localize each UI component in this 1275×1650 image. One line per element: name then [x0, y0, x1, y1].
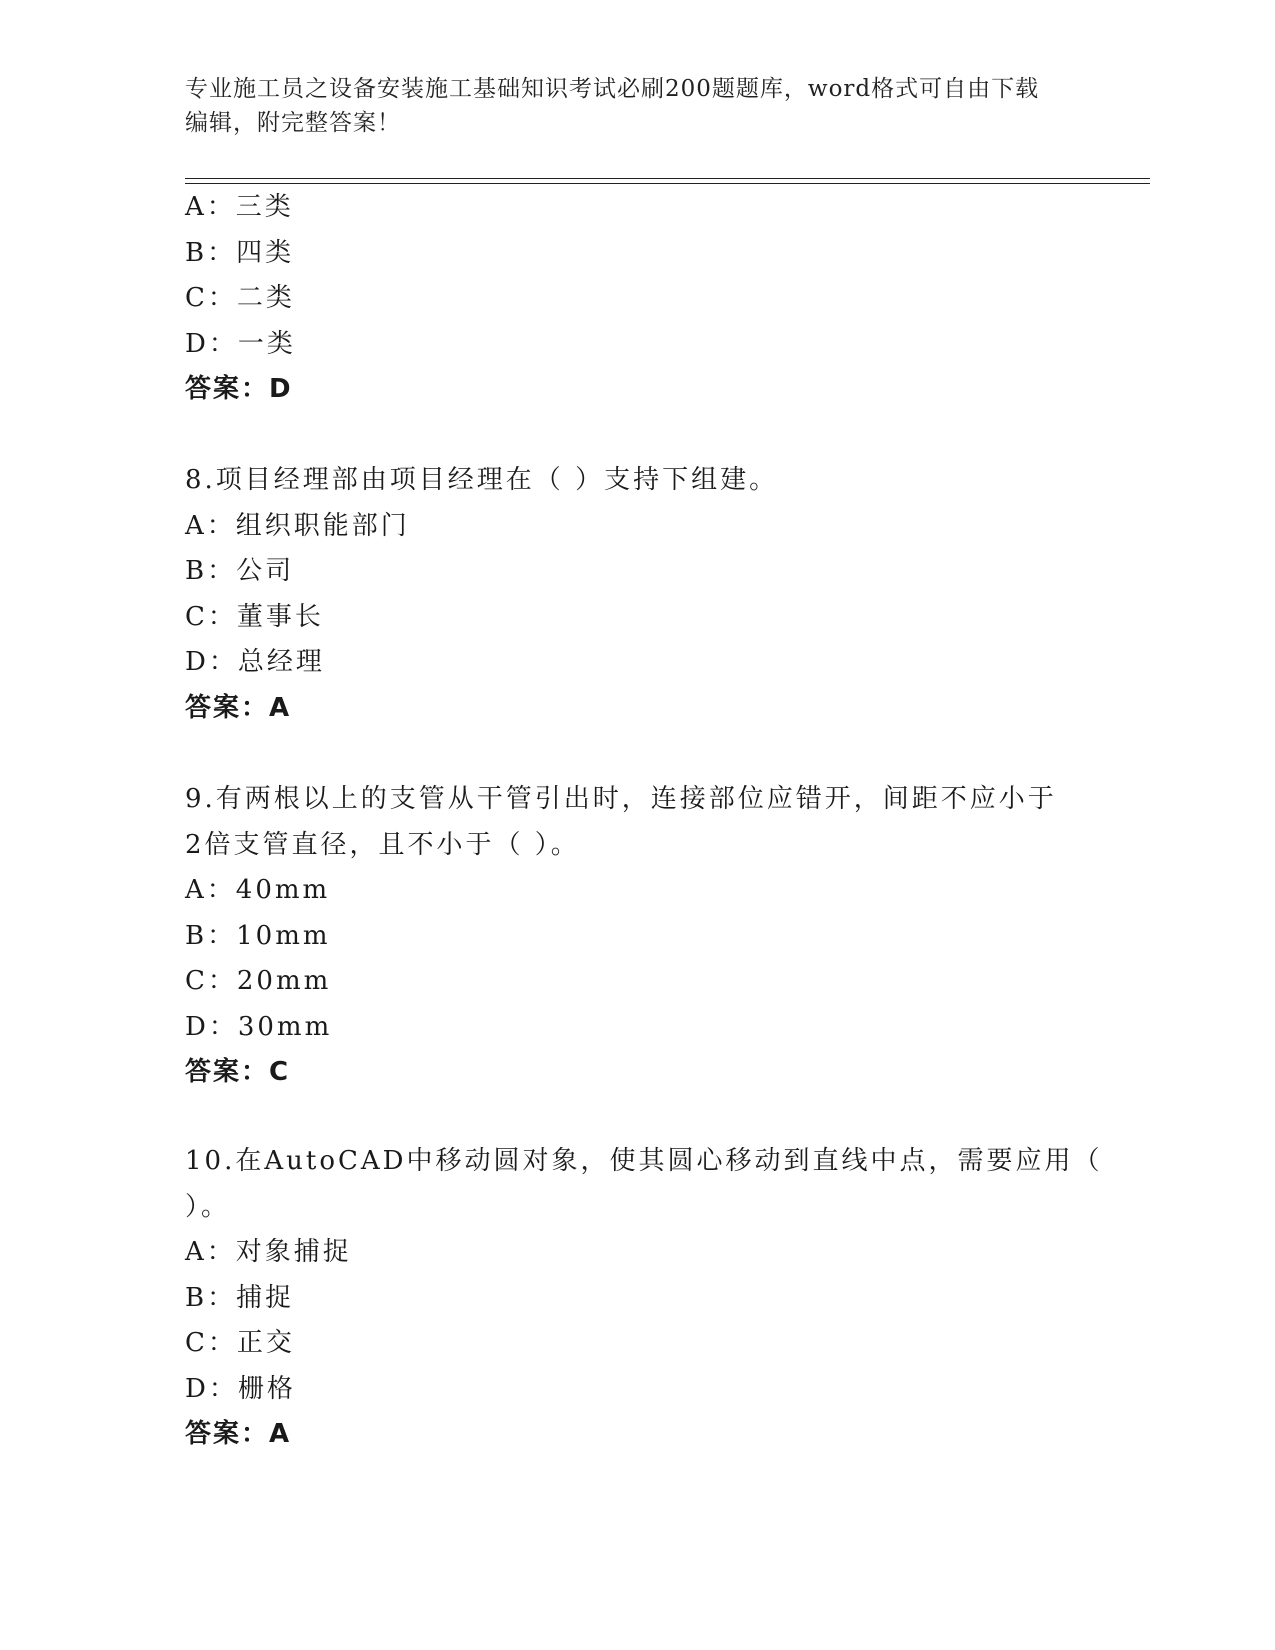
q8-stem: 8.项目经理部由项目经理在（ ）支持下组建。: [185, 465, 779, 495]
q9-option-d: D：30mm: [185, 1011, 333, 1042]
q8-option-c: C：董事长: [185, 601, 324, 632]
q10-option-a: A：对象捕捉: [185, 1237, 352, 1267]
q7-option-b: B：四类: [185, 237, 295, 268]
q10-option-b: B：捕捉: [185, 1282, 295, 1313]
q8-option-d: D：总经理: [185, 647, 325, 677]
q10-answer: 答案：A: [185, 1419, 292, 1449]
q7-option-a: A：三类: [185, 192, 294, 222]
q9-answer: 答案：C: [185, 1057, 291, 1087]
q9-stem-line-2: 2倍支管直径，且不小于（ ）。: [185, 829, 580, 860]
q10-option-c: C：正交: [185, 1328, 295, 1358]
question-7-block: [185, 185, 1075, 413]
header-title-line-1: 专业施工员之设备安装施工基础知识考试必刷200题题库，word格式可自由下载: [185, 76, 1040, 102]
q10-stem-line-1: 10.在AutoCAD中移动圆对象，使其圆心移动到直线中点，需要应用（: [185, 1146, 1103, 1176]
question-10-block: [185, 1139, 1103, 1458]
q8-answer: 答案：A: [185, 692, 292, 723]
q10-option-d: D：栅格: [185, 1373, 296, 1404]
header-divider-top: [185, 178, 1150, 179]
q7-answer: 答案：D: [185, 374, 293, 404]
header-divider-bottom: [185, 183, 1150, 184]
q9-stem-line-1: 9.有两根以上的支管从干管引出时，连接部位应错开，间距不应小于: [185, 784, 1057, 814]
q9-option-b: B：10mm: [185, 920, 331, 951]
q10-stem-line-2: ）。: [185, 1191, 231, 1222]
q9-option-a: A：40mm: [185, 875, 331, 905]
q8-option-b: B：公司: [185, 556, 295, 586]
q8-option-a: A：组织职能部门: [185, 510, 410, 541]
question-9-block: [185, 777, 1075, 1096]
q7-option-d: D：一类: [185, 328, 296, 359]
header-title-line-2: 编辑，附完整答案！: [185, 110, 401, 136]
question-8-block: [185, 458, 1075, 731]
q7-option-c: C：二类: [185, 283, 295, 313]
q9-option-c: C：20mm: [185, 966, 332, 996]
document-header: [185, 72, 1075, 140]
